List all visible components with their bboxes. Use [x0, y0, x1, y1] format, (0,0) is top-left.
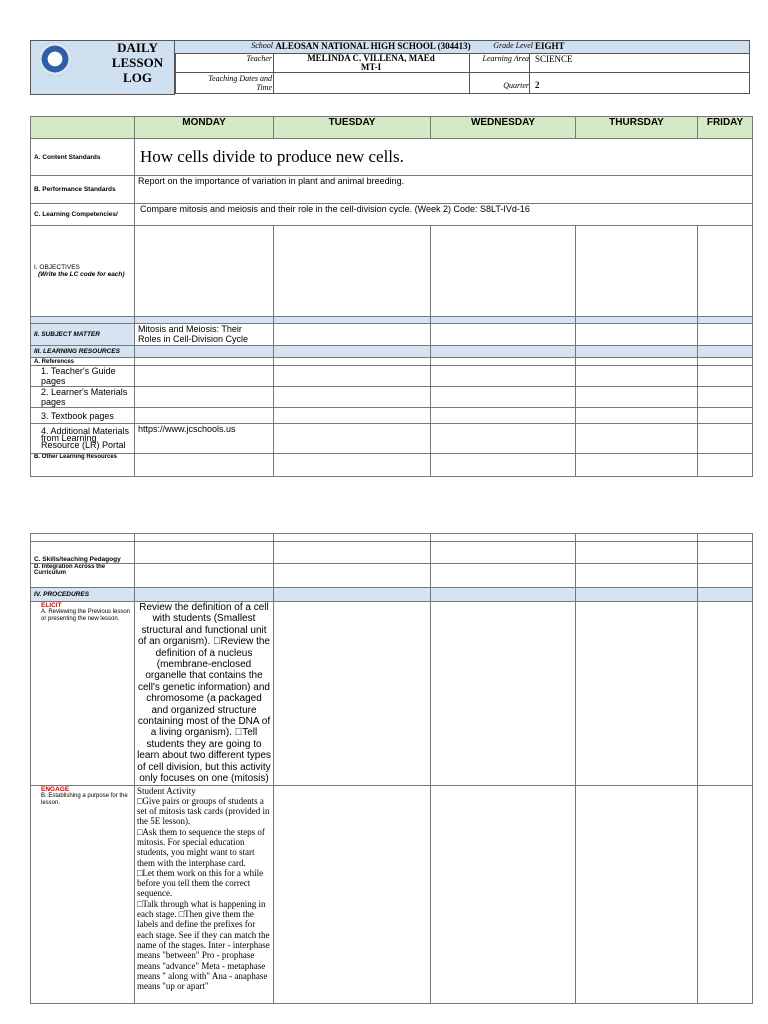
title-line-1: DAILY: [117, 40, 158, 55]
competencies-row: C. Learning Competencies/ Compare mitosis and meiosis and their role in the cell-division cycle. (Week 2) Code: S8LT-IVd-16: [31, 204, 753, 226]
objectives-row: [31, 226, 753, 317]
procedures-row: IV. PROCEDURES: [31, 588, 753, 602]
performance-standards-value: Report on the importance of variation in plant and animal breeding.: [135, 176, 753, 204]
area-value: SCIENCE: [535, 54, 573, 64]
objectives-sub: (Write the LC code for each): [38, 271, 125, 278]
content-standards-row: A. Content Standards How cells divide to produce new cells.: [31, 139, 753, 176]
other-resources-row: B. Other Learning Resources: [31, 454, 753, 477]
skills-row: C. Skills/teaching Pedagogy: [31, 542, 753, 564]
quarter-label: Quarter: [503, 81, 529, 90]
day-monday: MONDAY: [135, 117, 274, 139]
area-label: Learning Area: [482, 54, 529, 63]
school-value: ALEOSAN NATIONAL HIGH SCHOOL (304413): [275, 41, 471, 51]
grade-value: EIGHT: [535, 41, 565, 51]
day-wednesday: WEDNESDAY: [431, 117, 576, 139]
lr-portal-row: 4. Additional Materials from Learning Resource (LR) Portal https://www.jcschools.us: [31, 424, 753, 454]
engage-text: Student Activity □Give pairs or groups of students a set of mitosis task cards (provided in the 5E lesson). □Ask them to sequence the steps of mitosis. For special education students, you might want to start them with the interphase card. □Let them work on this for a while before you tell them the correct sequence. □Talk through what is happening in each stage. □Then give them the labels and define the prefixes for each stage. See if they can match the name of the stages. Inter - interphase means "between" Pro - prophase means "advance" Meta - metaphase means " along with" Ana - anaphase means "up or apart": [135, 785, 274, 1003]
page-title: [100, 40, 175, 85]
elicit-label: A. Reviewing the Previous lesson or presenting the new lesson.: [41, 609, 131, 622]
learners-materials-row: 2. Learner's Materials pages: [31, 387, 753, 408]
header-row-school: [175, 40, 750, 54]
textbook-row: 3. Textbook pages: [31, 408, 753, 424]
content-standards-value: How cells divide to produce new cells.: [135, 139, 753, 176]
competencies-value: Compare mitosis and meiosis and their role in the cell-division cycle. (Week 2) Code: S8LT-IVd-16: [135, 204, 753, 226]
elicit-row: [31, 602, 753, 786]
grade-label: Grade Level: [493, 41, 533, 50]
elicit-text: Review the definition of a cell with students (Smallest structural and functional unit of an organism). Review the definition of a nucleus (membrane-enclosed organelle that contains the cell's genetic information) and chromosome (a packaged and organized structure containing most of the DNA of a living organism). Tell students they are going to learn about two different types of cell division, but this activity only focuses on one (mitosis): [135, 602, 274, 786]
school-label: School: [251, 41, 273, 50]
procedures-table: [30, 533, 753, 1004]
learning-resources-row: III. LEARNING RESOURCES: [31, 346, 753, 358]
subject-matter-value: Mitosis and Meiosis: Their Roles in Cell-Division Cycle: [135, 324, 274, 346]
engage-row: [31, 785, 753, 1003]
day-tuesday: TUESDAY: [274, 117, 431, 139]
title-line-2: LESSON LOG: [111, 55, 164, 85]
performance-standards-row: B. Performance Standards Report on the importance of variation in plant and animal breeding.: [31, 176, 753, 204]
day-friday: FRIDAY: [698, 117, 753, 139]
integration-row: D. Integration Across the Curriculum: [31, 564, 753, 588]
header-row-dates: [175, 73, 750, 94]
quarter-value: 2: [535, 80, 540, 90]
lr-portal-link[interactable]: https://www.jcschools.us: [135, 424, 274, 454]
teacher-label: Teacher: [246, 54, 272, 63]
deped-seal-icon: [38, 42, 72, 76]
elicit-tag: ELICIT: [41, 602, 62, 609]
engage-label: B. Establishing a purpose for the lesson.: [41, 792, 128, 806]
subject-matter-row: II. SUBJECT MATTER Mitosis and Meiosis: Their Roles in Cell-Division Cycle: [31, 324, 753, 346]
teachers-guide-row: 1. Teacher's Guide pages: [31, 366, 753, 387]
day-header-row: [31, 117, 753, 139]
dates-label: Teaching Dates and Time: [208, 74, 272, 92]
teacher-value: MELINDA C. VILLENA, MAEd MT-I: [307, 53, 435, 72]
day-thursday: THURSDAY: [576, 117, 698, 139]
objectives-label: I. OBJECTIVES: [34, 264, 80, 271]
engage-tag: ENGAGE: [41, 785, 70, 793]
references-row: A. References: [31, 358, 753, 366]
header-row-teacher: [175, 54, 750, 73]
lesson-log-table: [30, 116, 753, 477]
